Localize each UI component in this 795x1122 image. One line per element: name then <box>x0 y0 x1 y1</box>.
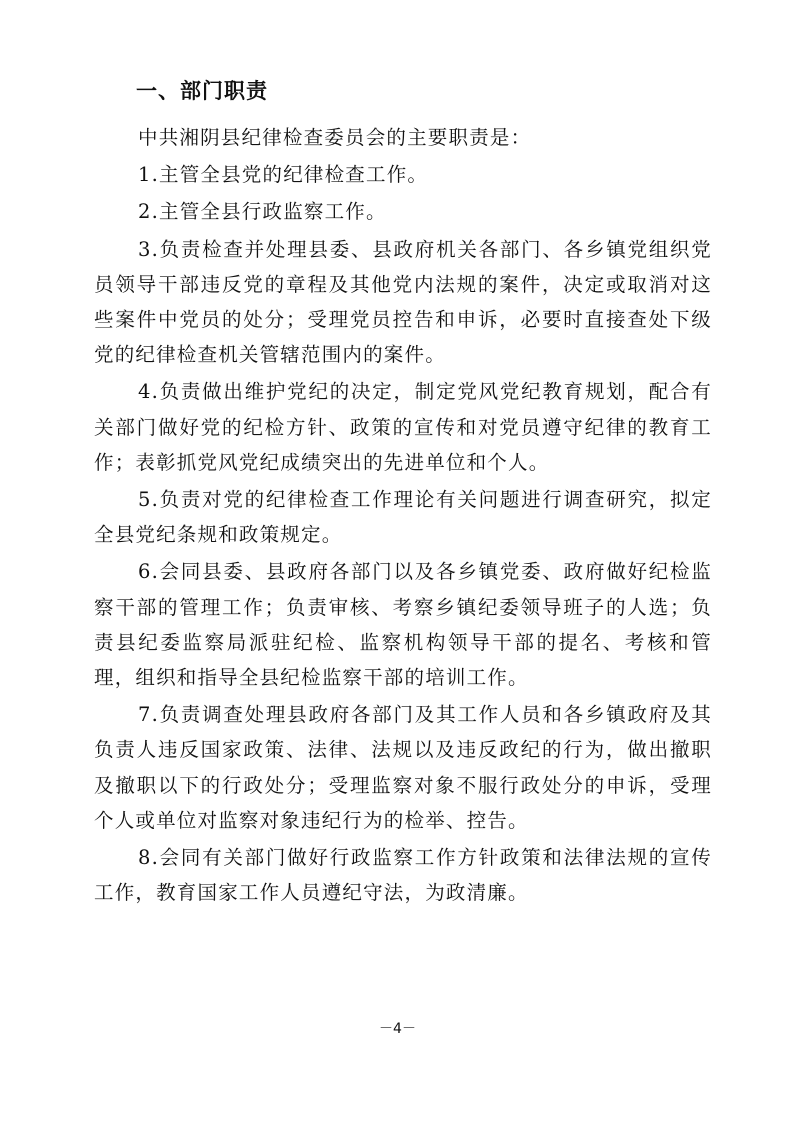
page-number: －4－ <box>379 1021 416 1037</box>
duty-item-2: 2.主管全县行政监察工作。 <box>138 200 387 224</box>
duty-item-4: 4.负责做出维护党纪的决定，制定党风党纪教育规划，配合有关部门做好党的纪检方针、政策的宣传和对党员遵守纪律的教育工作；表彰抓党风党纪成绩突出的先进单位和个人。 <box>94 380 712 474</box>
duty-item-5: 5.负责对党的纪律检查工作理论有关问题进行调查研究，拟定全县党纪条规和政策规定。 <box>94 488 712 547</box>
body-text <box>94 120 712 912</box>
intro-paragraph: 中共湘阴县纪律检查委员会的主要职责是： <box>138 126 532 149</box>
duty-item-1: 1.主管全县党的纪律检查工作。 <box>138 163 429 187</box>
section-heading: 一、部门职责 <box>136 79 268 103</box>
duty-item-3: 3.负责检查并处理县委、县政府机关各部门、各乡镇党组织党员领导干部违反党的章程及其他党内法规的案件，决定或取消对这些案件中党员的处分；受理党员控告和申诉，必要时直接查处下级党的纪律检查机关管辖范围内的案件。 <box>94 237 712 367</box>
duty-item-6: 6.会同县委、县政府各部门以及各乡镇党委、政府做好纪检监察干部的管理工作；负责审核、考察乡镇纪委领导班子的人选；负责县纪委监察局派驻纪检、监察机构领导干部的提名、考核和管理，组织和指导全县纪检监察干部的培训工作。 <box>94 560 712 690</box>
duty-item-8: 8.会同有关部门做好行政监察工作方针政策和法律法规的宣传工作，教育国家工作人员遵纪守法，为政清廉。 <box>94 846 712 905</box>
duty-item-7: 7.负责调查处理县政府各部门及其工作人员和各乡镇政府及其负责人违反国家政策、法律、法规以及违反政纪的行为，做出撤职及撤职以下的行政处分；受理监察对象不服行政处分的申诉，受理个人或单位对监察对象违纪行为的检举、控告。 <box>94 703 712 832</box>
